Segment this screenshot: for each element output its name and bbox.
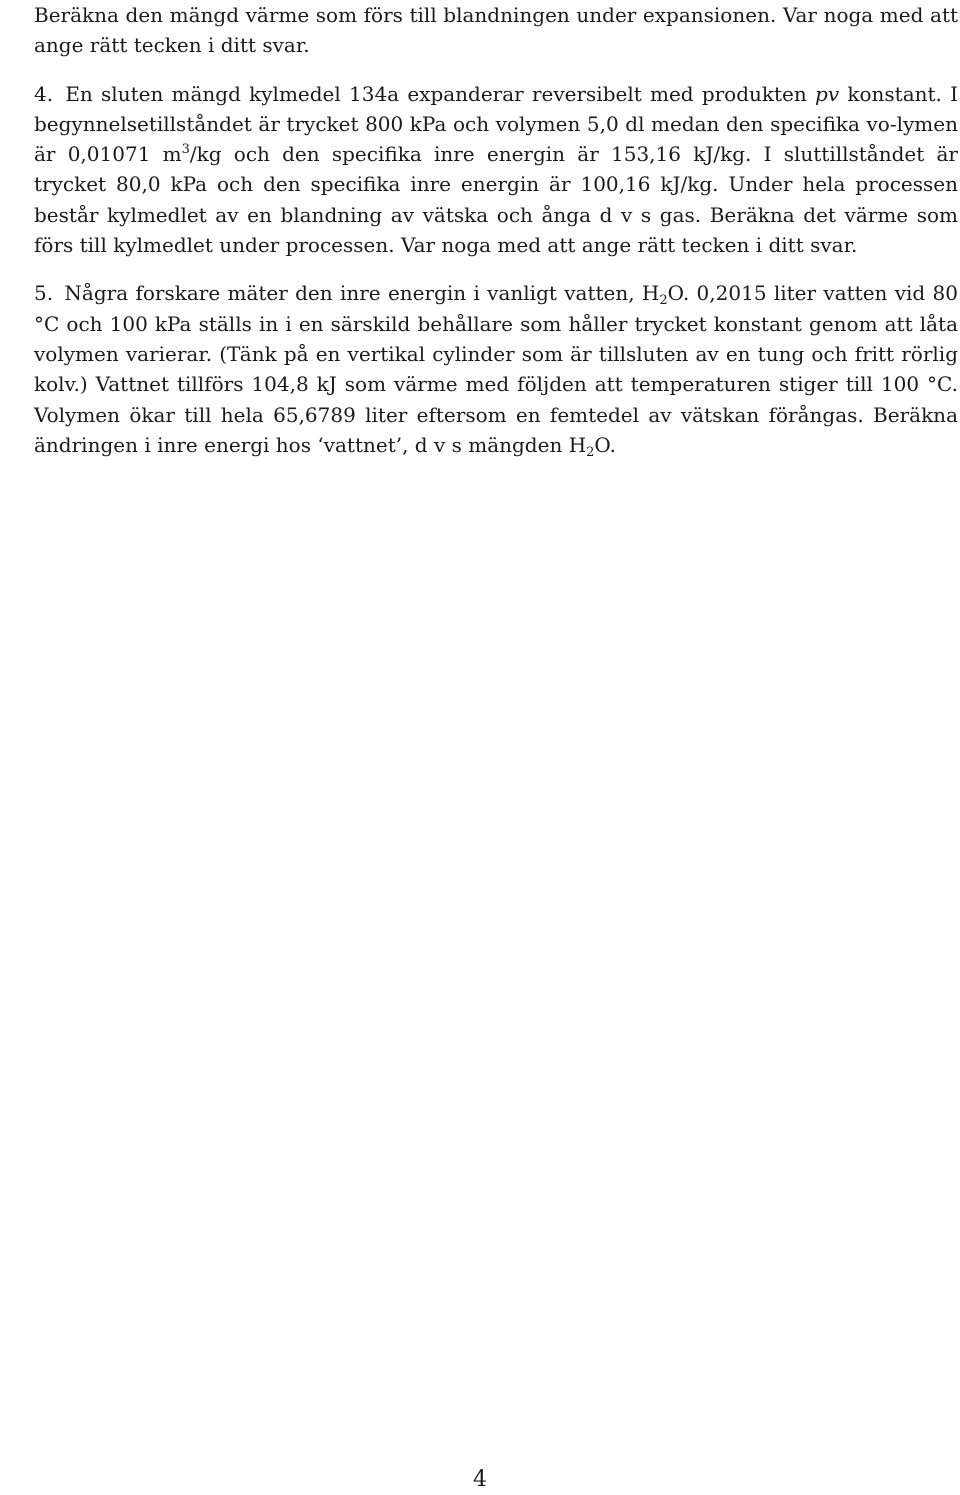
problem-5-number: 5. — [34, 281, 54, 306]
problem-4 — [34, 79, 958, 261]
problem-4-pv: pv — [815, 81, 840, 106]
problem-5-text-1: Några forskare mäter den inre energin i vanligt vatten, H — [64, 281, 660, 306]
problem-4-text-3: lymen är 0,01071 m — [34, 111, 958, 167]
problem-5-text-3: O. — [594, 432, 617, 457]
problem-5 — [34, 278, 958, 460]
problem-4-text-4: /kg och den specifika inre energin är 153,16 kJ/kg. I sluttillståndet är trycket 80,0 kPa och den specifika inre energin är 100,16 kJ/kg. Under hela processen består kylmedlet av en blandning av vätska och ånga d v s gas. Beräkna det värme som förs till kylmedlet under processen. Var noga med att ange rätt tecken i ditt svar. — [34, 142, 958, 258]
intro-paragraph — [34, 0, 958, 61]
problem-4-superscript-3: 3 — [181, 142, 190, 158]
page-number: 4 — [473, 1467, 487, 1492]
problem-5-text-2: O. 0,2015 liter vatten vid 80 °C och 100 kPa ställs in i en särskild behållare som håller trycket konstant genom att låta volymen varierar. (Tänk på en vertikal cylinder som är tillsluten av en tung och fritt rörlig kolv.) Vattnet tillförs 104,8 kJ som värme med följden att temperaturen stiger till 100 °C. Volymen ökar till hela 65,6789 liter eftersom en femtedel av vätskan förångas. Beräkna ändringen i inre energi hos ‘vattnet’, d v s mängden H — [34, 281, 959, 457]
intro-line-1: Beräkna den mängd värme som förs till blandningen under expansionen. Var noga med — [34, 3, 924, 27]
problem-5-subscript-1: 2 — [659, 293, 668, 309]
problem-4-text-1: En sluten mängd kylmedel 134a expanderar reversibelt med produkten — [65, 81, 807, 106]
intro-line-2: att ange rätt tecken i ditt svar. — [34, 3, 959, 58]
document-page — [34, 0, 958, 460]
problem-5-subscript-2: 2 — [586, 444, 595, 460]
problem-4-number: 4. — [34, 81, 54, 106]
problem-4-text-2: konstant. I begynnelsetillståndet är trycket 800 kPa och volymen 5,0 dl medan den specifika vo- — [34, 81, 959, 136]
